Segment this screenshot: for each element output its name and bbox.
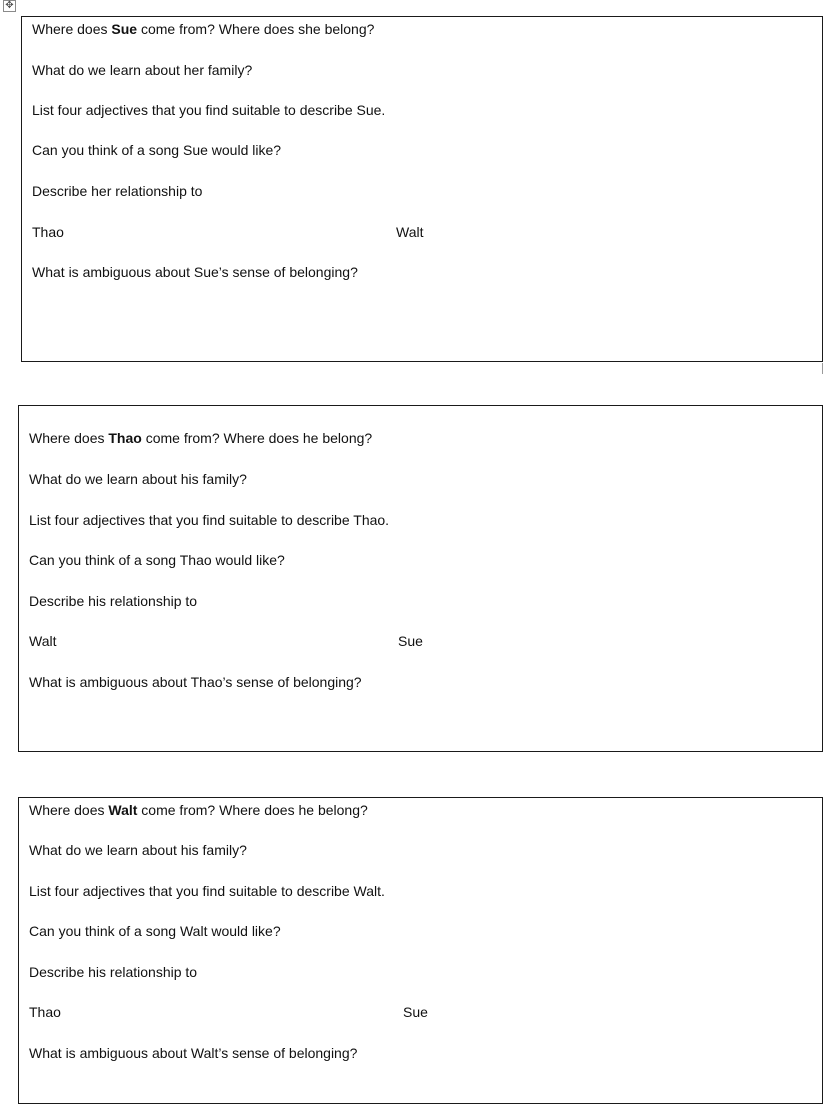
- question-family: What do we learn about his family?: [29, 471, 247, 487]
- question-origin: Where does Sue come from? Where does she belong?: [32, 21, 375, 37]
- question-ambiguous: What is ambiguous about Sue’s sense of belonging?: [32, 264, 358, 280]
- character-name: Sue: [111, 21, 138, 37]
- relationship-right: Sue: [403, 1004, 428, 1020]
- question-adjectives: List four adjectives that you find suitable to describe Walt.: [29, 883, 385, 899]
- character-name: Thao: [108, 430, 142, 446]
- relationship-left: Thao: [29, 1004, 61, 1020]
- character-name: Walt: [108, 802, 138, 818]
- question-box-thao: [18, 405, 823, 752]
- question-family: What do we learn about his family?: [29, 842, 247, 858]
- table-move-handle-icon[interactable]: ✥: [3, 0, 16, 12]
- question-box-sue: [21, 16, 823, 362]
- relationship-left: Walt: [29, 633, 57, 649]
- question-song: Can you think of a song Walt would like?: [29, 923, 281, 939]
- relationship-right: Walt: [396, 224, 424, 240]
- question-relationship: Describe his relationship to: [29, 964, 198, 980]
- relationship-left: Thao: [32, 224, 64, 240]
- question-song: Can you think of a song Thao would like?: [29, 552, 285, 568]
- question-adjectives: List four adjectives that you find suitable to describe Sue.: [32, 102, 386, 118]
- question-ambiguous: What is ambiguous about Walt’s sense of belonging?: [29, 1045, 358, 1061]
- question-relationship: Describe his relationship to: [29, 593, 198, 609]
- question-ambiguous: What is ambiguous about Thao’s sense of belonging?: [29, 674, 362, 690]
- text-cursor: [822, 363, 823, 374]
- question-relationship: Describe her relationship to: [32, 183, 203, 199]
- question-family: What do we learn about her family?: [32, 62, 253, 78]
- question-origin: Where does Walt come from? Where does he belong?: [29, 802, 368, 818]
- question-song: Can you think of a song Sue would like?: [32, 142, 282, 158]
- question-box-walt: [18, 797, 823, 1104]
- relationship-right: Sue: [398, 633, 423, 649]
- question-adjectives: List four adjectives that you find suitable to describe Thao.: [29, 512, 390, 528]
- question-origin: Where does Thao come from? Where does he belong?: [29, 430, 373, 446]
